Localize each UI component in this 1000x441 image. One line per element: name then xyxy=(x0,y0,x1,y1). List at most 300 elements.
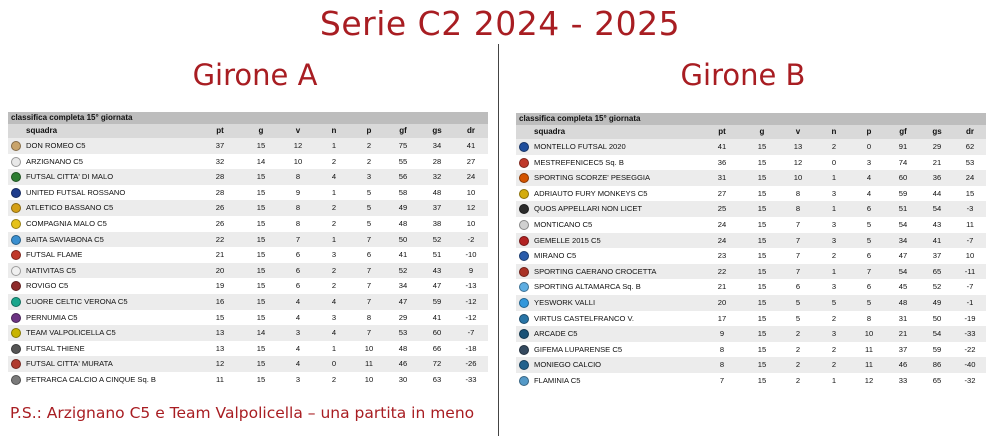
stat-dr: -18 xyxy=(454,341,488,357)
stat-gf: 47 xyxy=(386,294,420,310)
team-cell xyxy=(8,232,198,248)
column-header-gf: gf xyxy=(886,125,920,139)
stat-g: 15 xyxy=(242,356,280,372)
team-logo-icon xyxy=(11,266,21,276)
stat-gf: 48 xyxy=(886,295,920,311)
team-cell xyxy=(8,200,198,216)
team-name: COMPAGNIA MALO C5 xyxy=(26,218,107,228)
stat-pt: 25 xyxy=(700,201,744,217)
stat-n: 2 xyxy=(316,154,352,170)
stat-pt: 23 xyxy=(700,248,744,264)
table-header xyxy=(516,125,986,139)
stat-v: 12 xyxy=(280,138,316,154)
stat-n: 2 xyxy=(316,372,352,388)
stat-v: 2 xyxy=(780,357,816,373)
stat-p: 5 xyxy=(852,295,886,311)
team-name: VIRTUS CASTELFRANCO V. xyxy=(534,313,635,323)
stat-v: 10 xyxy=(280,154,316,170)
team-cell xyxy=(8,325,198,341)
column-header-squadra: squadra xyxy=(516,125,700,139)
stat-p: 10 xyxy=(352,372,386,388)
team-name: SPORTING SCORZE' PESEGGIA xyxy=(534,173,651,183)
team-name: CUORE CELTIC VERONA C5 xyxy=(26,296,128,306)
column-header-dr: dr xyxy=(454,124,488,138)
column-header-g: g xyxy=(744,125,780,139)
table-row xyxy=(8,169,488,185)
team-cell xyxy=(516,373,700,389)
team-logo-icon xyxy=(519,345,529,355)
stat-pt: 11 xyxy=(198,372,242,388)
team-logo-icon xyxy=(519,298,529,308)
stat-gs: 52 xyxy=(420,232,454,248)
stat-pt: 32 xyxy=(198,154,242,170)
stat-gf: 53 xyxy=(386,325,420,341)
stat-gf: 50 xyxy=(386,232,420,248)
team-logo-icon xyxy=(11,313,21,323)
stat-gf: 48 xyxy=(386,341,420,357)
stat-gs: 21 xyxy=(920,155,954,171)
team-logo-icon xyxy=(11,359,21,369)
girone-b-title: Girone B xyxy=(680,58,806,92)
team-logo-icon xyxy=(11,375,21,385)
stat-v: 4 xyxy=(280,356,316,372)
table-row xyxy=(516,217,986,233)
stat-dr: -7 xyxy=(954,233,986,249)
stat-v: 3 xyxy=(280,372,316,388)
stat-v: 7 xyxy=(780,248,816,264)
stat-pt: 22 xyxy=(198,232,242,248)
stat-v: 2 xyxy=(780,326,816,342)
stat-p: 10 xyxy=(352,341,386,357)
table-row xyxy=(516,373,986,389)
stat-v: 13 xyxy=(780,139,816,155)
stat-n: 2 xyxy=(316,263,352,279)
stat-n: 1 xyxy=(816,170,852,186)
stat-v: 6 xyxy=(280,278,316,294)
table-row xyxy=(8,263,488,279)
stat-p: 5 xyxy=(352,185,386,201)
stat-gf: 54 xyxy=(886,217,920,233)
team-logo-icon xyxy=(519,376,529,386)
team-cell xyxy=(516,248,700,264)
team-name: PERNUMIA C5 xyxy=(26,312,78,322)
stat-dr: -13 xyxy=(454,278,488,294)
team-logo-icon xyxy=(11,297,21,307)
table-row xyxy=(8,372,488,388)
stat-pt: 24 xyxy=(700,217,744,233)
team-cell xyxy=(516,186,700,202)
stat-n: 2 xyxy=(816,342,852,358)
stat-p: 8 xyxy=(352,310,386,326)
stat-g: 15 xyxy=(744,217,780,233)
team-logo-icon xyxy=(11,157,21,167)
stat-gs: 60 xyxy=(420,325,454,341)
stat-pt: 28 xyxy=(198,185,242,201)
stat-pt: 20 xyxy=(198,263,242,279)
stat-v: 6 xyxy=(280,263,316,279)
stat-n: 1 xyxy=(816,201,852,217)
table-row xyxy=(8,341,488,357)
column-header-gs: gs xyxy=(920,125,954,139)
team-logo-icon xyxy=(11,328,21,338)
column-header-n: n xyxy=(316,124,352,138)
stat-n: 3 xyxy=(816,279,852,295)
stat-n: 2 xyxy=(316,278,352,294)
stat-v: 8 xyxy=(780,201,816,217)
team-cell xyxy=(8,294,198,310)
stat-gs: 43 xyxy=(920,217,954,233)
stat-n: 0 xyxy=(316,356,352,372)
stat-gs: 37 xyxy=(420,200,454,216)
stat-gs: 63 xyxy=(420,372,454,388)
team-cell xyxy=(8,169,198,185)
standings-table-girone-b xyxy=(516,113,986,389)
stat-v: 10 xyxy=(780,170,816,186)
team-logo-icon xyxy=(11,203,21,213)
stat-gf: 54 xyxy=(886,264,920,280)
team-name: PETRARCA CALCIO A CINQUE Sq. B xyxy=(26,374,156,384)
stat-g: 15 xyxy=(242,263,280,279)
table-row xyxy=(516,233,986,249)
stat-pt: 41 xyxy=(700,139,744,155)
team-cell xyxy=(8,310,198,326)
team-logo-icon xyxy=(519,220,529,230)
table-row xyxy=(516,248,986,264)
team-cell xyxy=(516,233,700,249)
stat-gs: 34 xyxy=(420,138,454,154)
stat-pt: 8 xyxy=(700,342,744,358)
stat-gf: 91 xyxy=(886,139,920,155)
stat-g: 15 xyxy=(242,232,280,248)
stat-dr: -22 xyxy=(954,342,986,358)
team-cell xyxy=(8,263,198,279)
stat-dr: 10 xyxy=(454,216,488,232)
stat-gf: 58 xyxy=(386,185,420,201)
stat-v: 7 xyxy=(780,233,816,249)
stat-pt: 27 xyxy=(700,186,744,202)
team-cell xyxy=(8,356,198,372)
stat-g: 15 xyxy=(242,247,280,263)
stat-g: 15 xyxy=(744,295,780,311)
stat-p: 6 xyxy=(852,248,886,264)
team-cell xyxy=(516,311,700,327)
team-name: TEAM VALPOLICELLA C5 xyxy=(26,328,116,338)
stat-n: 1 xyxy=(316,232,352,248)
stat-p: 10 xyxy=(852,326,886,342)
stat-pt: 13 xyxy=(198,341,242,357)
stat-v: 5 xyxy=(780,295,816,311)
team-logo-icon xyxy=(519,251,529,261)
team-name: GIFEMA LUPARENSE C5 xyxy=(534,344,623,354)
stat-p: 7 xyxy=(352,278,386,294)
team-logo-icon xyxy=(11,250,21,260)
stat-gf: 30 xyxy=(386,372,420,388)
stat-gs: 52 xyxy=(920,279,954,295)
column-header-squadra: squadra xyxy=(8,124,198,138)
stat-n: 3 xyxy=(816,233,852,249)
stat-n: 1 xyxy=(816,373,852,389)
team-name: FUTSAL THIENE xyxy=(26,343,85,353)
stat-dr: -12 xyxy=(454,294,488,310)
column-header-gf: gf xyxy=(386,124,420,138)
stat-v: 4 xyxy=(280,310,316,326)
stat-g: 15 xyxy=(744,311,780,327)
stat-n: 2 xyxy=(816,139,852,155)
table-row xyxy=(8,278,488,294)
stat-p: 6 xyxy=(852,201,886,217)
team-cell xyxy=(516,170,700,186)
stat-p: 4 xyxy=(852,186,886,202)
stat-g: 15 xyxy=(242,341,280,357)
stat-gs: 54 xyxy=(920,201,954,217)
table-caption: classifica completa 15° giornata xyxy=(8,112,488,124)
stat-g: 15 xyxy=(242,185,280,201)
stat-pt: 21 xyxy=(700,279,744,295)
team-cell xyxy=(516,326,700,342)
team-logo-icon xyxy=(519,360,529,370)
stat-v: 12 xyxy=(780,155,816,171)
team-cell xyxy=(516,357,700,373)
table-row xyxy=(8,232,488,248)
stat-p: 11 xyxy=(352,356,386,372)
standings-table-girone-a xyxy=(8,112,488,388)
team-name: FUTSAL CITTA' DI MALO xyxy=(26,172,114,182)
stat-p: 7 xyxy=(352,325,386,341)
table-row xyxy=(516,201,986,217)
table-row xyxy=(8,247,488,263)
stat-dr: -7 xyxy=(454,325,488,341)
team-logo-icon xyxy=(519,282,529,292)
stat-g: 15 xyxy=(242,278,280,294)
stat-gs: 43 xyxy=(420,263,454,279)
stat-gs: 51 xyxy=(420,247,454,263)
team-cell xyxy=(516,342,700,358)
team-logo-icon xyxy=(11,219,21,229)
stat-n: 2 xyxy=(316,200,352,216)
girone-a-title: Girone A xyxy=(192,58,318,92)
stat-g: 15 xyxy=(242,294,280,310)
stat-pt: 13 xyxy=(198,325,242,341)
stat-g: 15 xyxy=(744,201,780,217)
stat-gf: 33 xyxy=(886,373,920,389)
table-row xyxy=(516,357,986,373)
main-title: Serie C2 2024 - 2025 xyxy=(319,4,681,43)
column-header-gs: gs xyxy=(420,124,454,138)
stat-gf: 46 xyxy=(886,357,920,373)
stat-gf: 21 xyxy=(886,326,920,342)
table-row xyxy=(8,200,488,216)
stat-dr: -19 xyxy=(954,311,986,327)
stat-n: 4 xyxy=(316,325,352,341)
stat-dr: 62 xyxy=(954,139,986,155)
team-logo-icon xyxy=(519,142,529,152)
stat-p: 11 xyxy=(852,357,886,373)
team-logo-icon xyxy=(519,314,529,324)
stat-dr: -32 xyxy=(954,373,986,389)
stat-dr: -11 xyxy=(954,264,986,280)
stat-n: 2 xyxy=(316,216,352,232)
stat-dr: 24 xyxy=(454,169,488,185)
column-header-p: p xyxy=(352,124,386,138)
stat-gf: 31 xyxy=(886,311,920,327)
stat-gs: 49 xyxy=(920,295,954,311)
stat-v: 3 xyxy=(280,325,316,341)
stat-g: 15 xyxy=(242,216,280,232)
stat-gf: 29 xyxy=(386,310,420,326)
team-name: GEMELLE 2015 C5 xyxy=(534,235,601,245)
stat-dr: -3 xyxy=(954,201,986,217)
stat-gf: 51 xyxy=(886,201,920,217)
stat-g: 15 xyxy=(744,264,780,280)
table-row xyxy=(516,186,986,202)
stat-pt: 8 xyxy=(700,357,744,373)
stat-g: 15 xyxy=(242,372,280,388)
team-name: FLAMINIA C5 xyxy=(534,375,581,385)
stat-v: 8 xyxy=(280,200,316,216)
table-row xyxy=(516,326,986,342)
stat-n: 3 xyxy=(816,326,852,342)
table-row xyxy=(8,310,488,326)
team-cell xyxy=(8,278,198,294)
stat-v: 5 xyxy=(780,311,816,327)
table-row xyxy=(516,170,986,186)
stat-gs: 86 xyxy=(920,357,954,373)
table-row xyxy=(516,342,986,358)
stat-n: 2 xyxy=(816,357,852,373)
team-name: NATIVITAS C5 xyxy=(26,265,76,275)
footnote: P.S.: Arzignano C5 e Team Valpolicella – una partita in meno xyxy=(10,404,475,422)
team-cell xyxy=(8,216,198,232)
stat-g: 15 xyxy=(242,310,280,326)
stat-gf: 52 xyxy=(386,263,420,279)
team-cell xyxy=(8,154,198,170)
stat-dr: -33 xyxy=(954,326,986,342)
stat-gs: 37 xyxy=(920,248,954,264)
stat-dr: 27 xyxy=(454,154,488,170)
stat-p: 7 xyxy=(352,294,386,310)
stat-gs: 47 xyxy=(420,278,454,294)
team-cell xyxy=(8,185,198,201)
column-header-g: g xyxy=(242,124,280,138)
stat-gf: 56 xyxy=(386,169,420,185)
stat-g: 15 xyxy=(744,155,780,171)
team-cell xyxy=(516,155,700,171)
team-cell xyxy=(516,279,700,295)
team-name: UNITED FUTSAL ROSSANO xyxy=(26,187,126,197)
table-row xyxy=(8,216,488,232)
stat-g: 15 xyxy=(744,248,780,264)
stat-gs: 65 xyxy=(920,264,954,280)
stat-gs: 59 xyxy=(420,294,454,310)
stat-g: 15 xyxy=(744,170,780,186)
stat-v: 8 xyxy=(280,216,316,232)
table-row xyxy=(516,311,986,327)
stat-pt: 20 xyxy=(700,295,744,311)
stat-p: 7 xyxy=(352,263,386,279)
stat-n: 3 xyxy=(316,247,352,263)
team-name: ARZIGNANO C5 xyxy=(26,156,83,166)
table-row xyxy=(516,279,986,295)
stat-p: 2 xyxy=(352,138,386,154)
stat-pt: 26 xyxy=(198,216,242,232)
team-logo-icon xyxy=(519,204,529,214)
center-divider xyxy=(498,44,499,436)
team-logo-icon xyxy=(11,141,21,151)
team-name: ROVIGO C5 xyxy=(26,281,69,291)
stat-g: 15 xyxy=(744,357,780,373)
stat-n: 5 xyxy=(816,295,852,311)
stat-p: 5 xyxy=(852,217,886,233)
team-cell xyxy=(516,139,700,155)
team-name: SPORTING CAERANO CROCETTA xyxy=(534,266,657,276)
team-name: MESTREFENICEC5 Sq. B xyxy=(534,157,624,167)
column-header-p: p xyxy=(852,125,886,139)
stat-gs: 54 xyxy=(920,326,954,342)
table-row xyxy=(516,264,986,280)
stat-pt: 12 xyxy=(198,356,242,372)
stat-gf: 59 xyxy=(886,186,920,202)
team-name: MONTELLO FUTSAL 2020 xyxy=(534,142,626,151)
stat-v: 4 xyxy=(280,341,316,357)
stat-p: 7 xyxy=(352,232,386,248)
stat-n: 2 xyxy=(816,311,852,327)
stat-n: 4 xyxy=(316,294,352,310)
stat-gs: 41 xyxy=(420,310,454,326)
stat-gf: 37 xyxy=(886,342,920,358)
team-cell xyxy=(516,295,700,311)
stat-gs: 65 xyxy=(920,373,954,389)
stat-g: 15 xyxy=(242,169,280,185)
team-name: MONTICANO C5 xyxy=(534,219,593,229)
team-name: MIRANO C5 xyxy=(534,251,577,261)
stat-p: 5 xyxy=(852,233,886,249)
stat-v: 6 xyxy=(280,247,316,263)
stat-dr: -7 xyxy=(954,279,986,295)
table-row xyxy=(8,325,488,341)
stat-pt: 17 xyxy=(700,311,744,327)
stat-dr: -10 xyxy=(454,247,488,263)
team-logo-icon xyxy=(519,173,529,183)
stat-g: 15 xyxy=(744,279,780,295)
team-logo-icon xyxy=(11,344,21,354)
stat-p: 4 xyxy=(852,170,886,186)
stat-v: 7 xyxy=(780,217,816,233)
stat-n: 3 xyxy=(816,186,852,202)
stat-gf: 55 xyxy=(386,154,420,170)
stat-v: 8 xyxy=(780,186,816,202)
stat-gf: 41 xyxy=(386,247,420,263)
team-logo-icon xyxy=(519,236,529,246)
column-header-v: v xyxy=(780,125,816,139)
team-name: MONIEGO CALCIO xyxy=(534,360,602,370)
stat-pt: 28 xyxy=(198,169,242,185)
stat-v: 7 xyxy=(780,264,816,280)
stat-gs: 41 xyxy=(920,233,954,249)
column-header-v: v xyxy=(280,124,316,138)
stat-gs: 38 xyxy=(420,216,454,232)
stat-gs: 32 xyxy=(420,169,454,185)
stat-g: 15 xyxy=(242,138,280,154)
team-cell xyxy=(516,217,700,233)
stat-dr: 53 xyxy=(954,155,986,171)
stat-gs: 50 xyxy=(920,311,954,327)
stat-dr: -1 xyxy=(954,295,986,311)
team-cell xyxy=(8,341,198,357)
team-logo-icon xyxy=(519,158,529,168)
stat-gs: 28 xyxy=(420,154,454,170)
stat-n: 1 xyxy=(316,341,352,357)
column-header-n: n xyxy=(816,125,852,139)
